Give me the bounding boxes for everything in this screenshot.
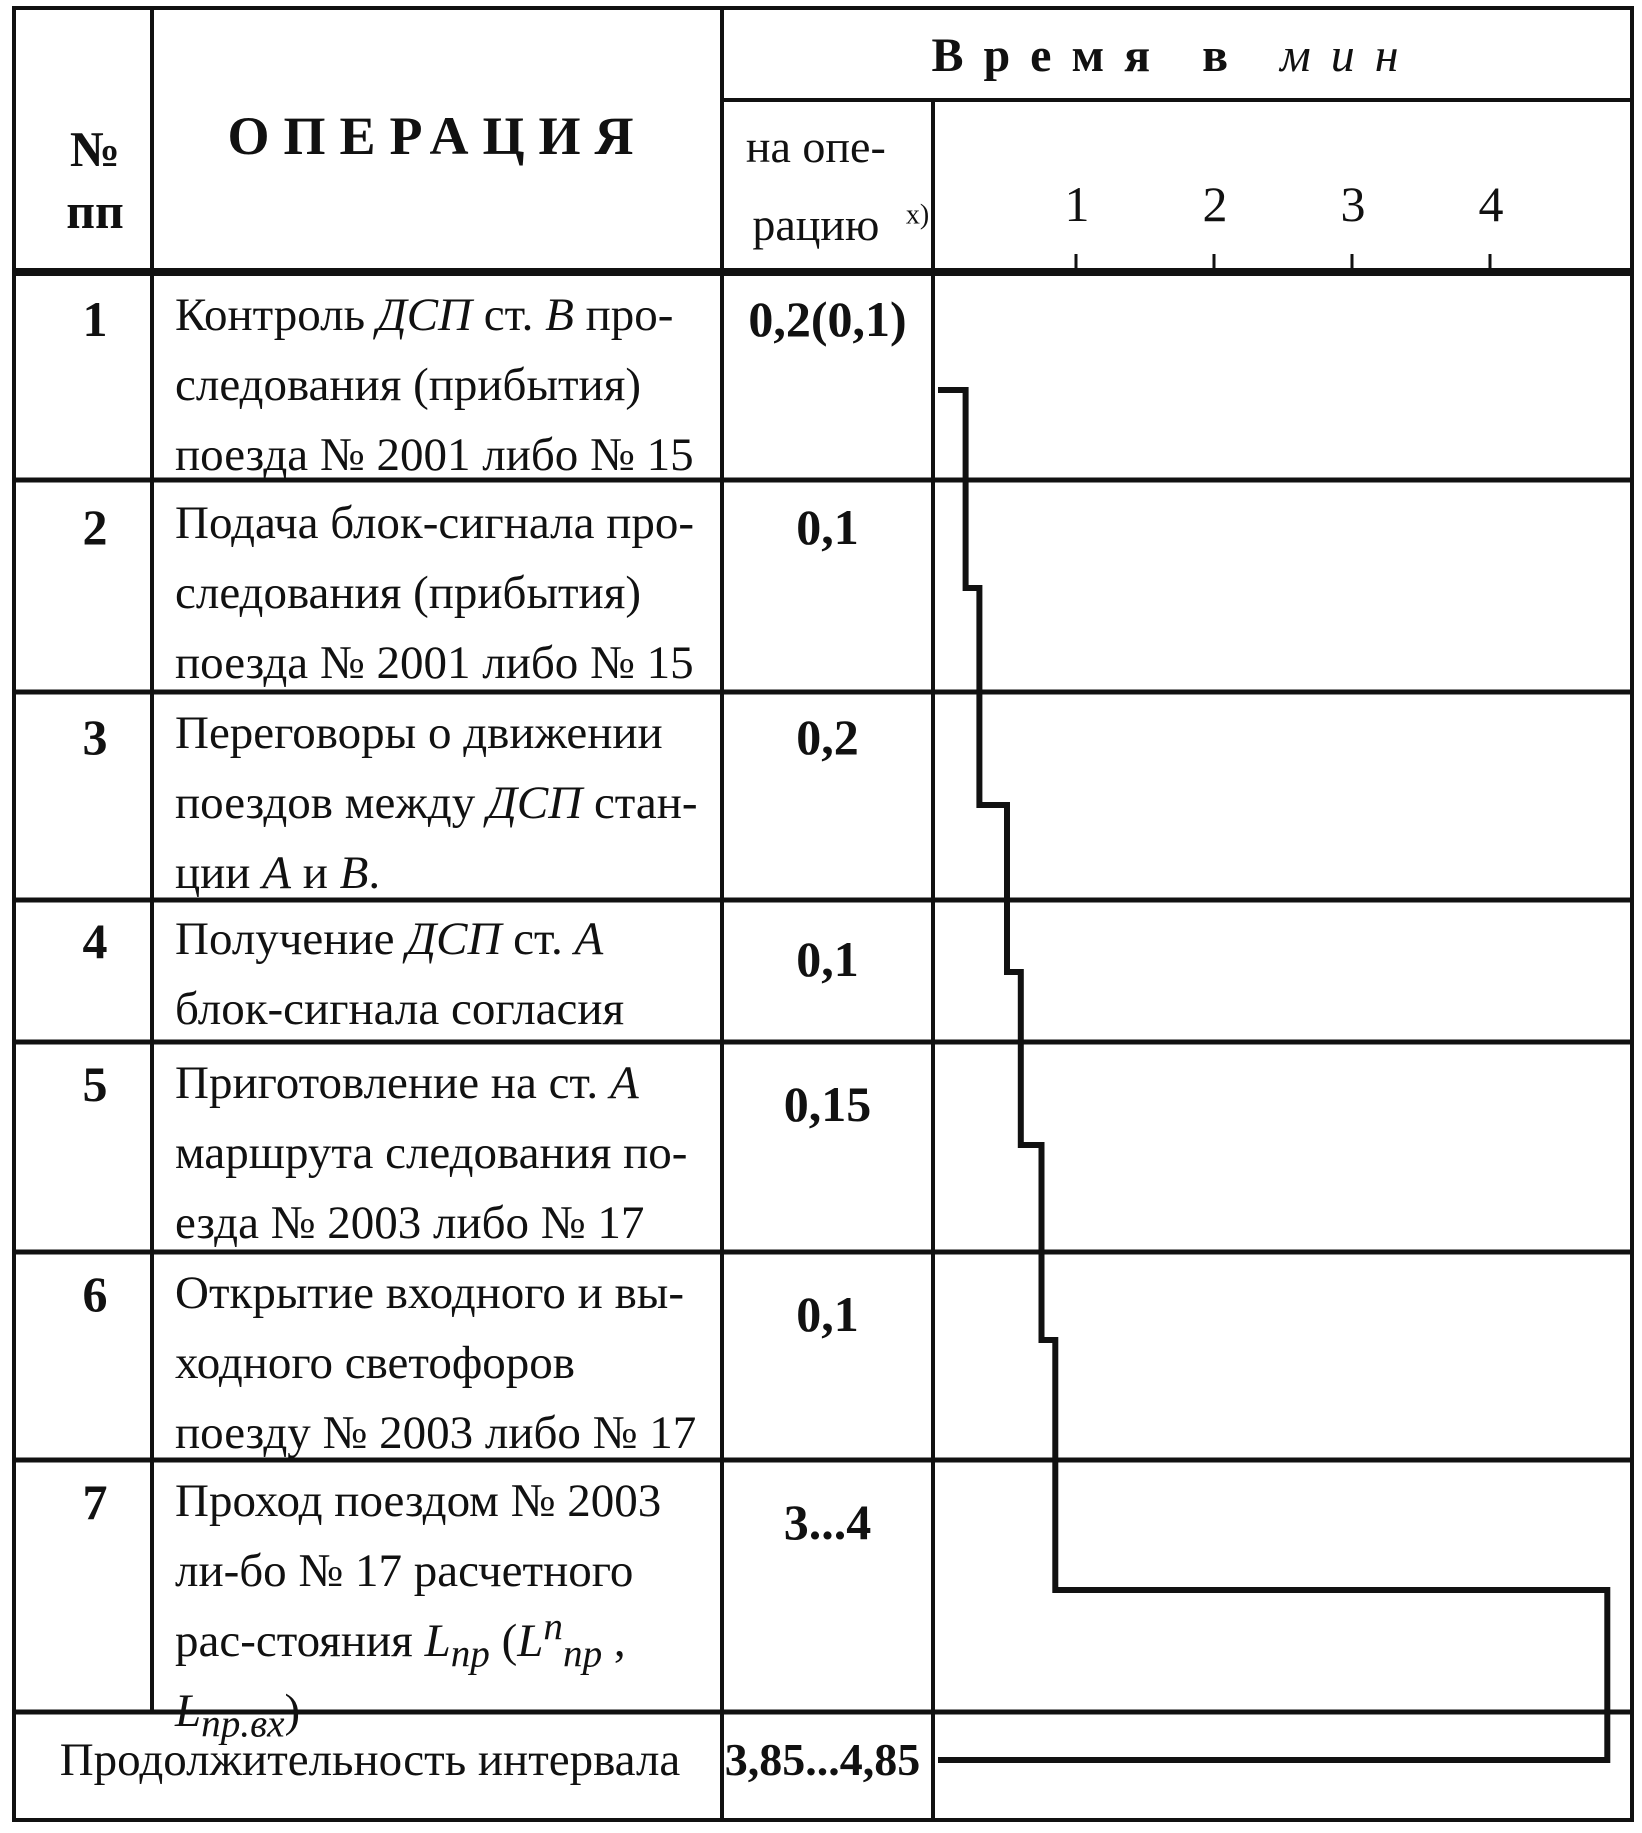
tick-label-3: 3	[1340, 176, 1366, 232]
row-number: 7	[82, 1474, 108, 1530]
operation-duration: 3...4	[783, 1494, 872, 1550]
operation-text: Контроль ДСП ст. В про-следования (прибытия) поезда № 2001 либо № 15	[175, 289, 694, 481]
operation-duration: 0,1	[796, 499, 859, 555]
tick-label-4: 4	[1478, 176, 1504, 232]
operation-duration: 0,2	[796, 709, 859, 765]
operation-duration: 0,1	[796, 931, 859, 987]
operation-text: Открытие входного и вы-ходного светофоров поезду № 2003 либо № 17	[175, 1267, 697, 1459]
tick-label-2: 2	[1202, 176, 1228, 232]
interval-duration-label: Продолжительность интервала	[59, 1734, 681, 1786]
operation-column-header: ОПЕРАЦИЯ	[227, 106, 648, 166]
operation-duration: 0,2(0,1)	[748, 291, 907, 347]
operation-text: Приготовление на ст. А маршрута следования по-езда № 2003 либо № 17	[175, 1057, 688, 1249]
cumulative-time-line	[938, 390, 1607, 1760]
number-column-header: № пп	[66, 121, 124, 239]
tick-label-1: 1	[1064, 176, 1090, 232]
row-number: 6	[82, 1266, 108, 1322]
operation-duration: 0,15	[783, 1076, 872, 1132]
row-number: 2	[82, 499, 108, 555]
row-number: 1	[82, 291, 108, 347]
operation-text: Переговоры о движении поездов между ДСП стан-ции А и В.	[175, 707, 698, 899]
operation-text: Получение ДСП ст. А блок-сигнала согласия	[175, 913, 625, 1035]
operation-text: Подача блок-сигнала про-следования (прибытия) поезда № 2001 либо № 15	[175, 497, 694, 689]
time-axis-ticks	[1076, 254, 1490, 268]
per-operation-column-header: на опе- рацию $^{x)}$	[745, 121, 930, 250]
row-number: 3	[82, 709, 108, 765]
step-path	[938, 390, 1607, 1760]
interval-duration-value: 3,85...4,85	[724, 1734, 921, 1785]
time-column-header: Время в мин	[931, 29, 1419, 82]
operation-text: Проход поездом № 2003 ли-бо № 17 расчетного рас-стояния $L_{пр}$ ($L^п_{пр}$ , $L_{пр.вх}$)	[175, 1475, 662, 1746]
operation-duration: 0,1	[796, 1286, 859, 1342]
row-number: 5	[82, 1056, 108, 1112]
row-number: 4	[82, 913, 108, 969]
